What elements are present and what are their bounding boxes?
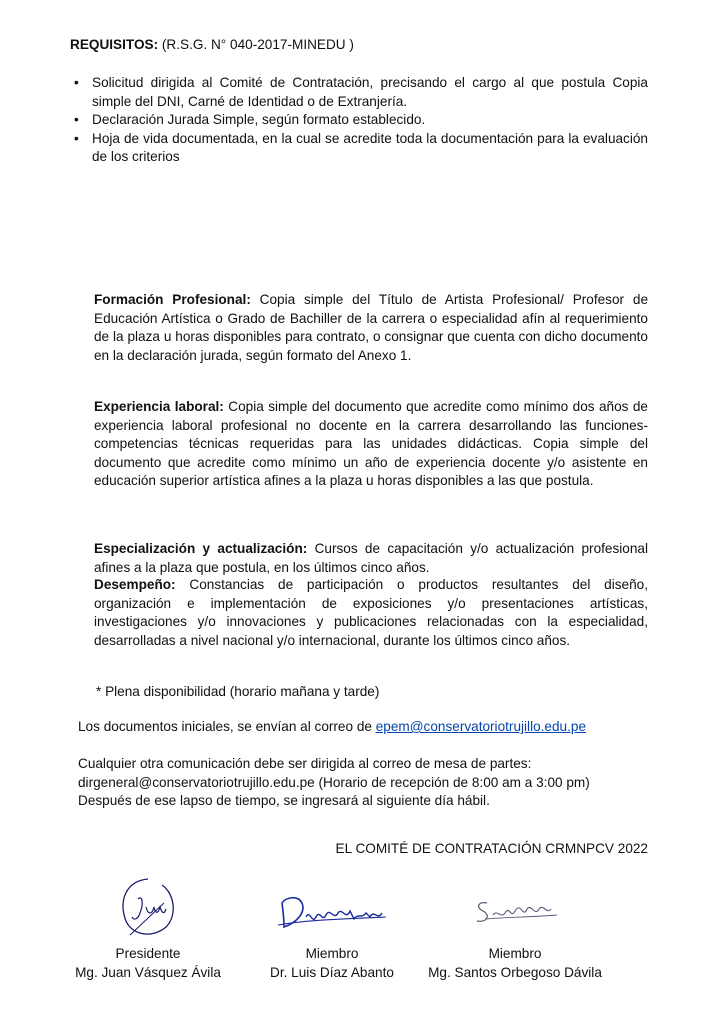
signature-block-member-1: [252, 873, 412, 982]
specialization-text: Cursos de capacitación y/o actualización profesional afines a la plaza que postula, en los últimos cinco años.: [94, 541, 648, 575]
signatory-name: Mg. Juan Vásquez Ávila: [75, 964, 221, 980]
requirement-item: • Hoja de vida documentada, en la cual se acredite toda la documentación para la evaluación de los criterios: [70, 130, 648, 167]
requirements-list: [70, 74, 648, 167]
communication-line: dirgeneral@conservatoriotrujillo.edu.pe (Horario de recepción de 8:00 am a 3:00 pm): [78, 774, 590, 790]
performance-paragraph: [94, 576, 648, 650]
requirement-item: • Declaración Jurada Simple, según formato establecido.: [70, 111, 648, 130]
submission-line: [78, 718, 586, 737]
performance-label: Desempeño:: [94, 577, 176, 592]
submission-email-link[interactable]: epem@conservatoriotrujillo.edu.pe: [375, 719, 586, 734]
formation-paragraph: [94, 291, 648, 365]
formation-label: Formación Profesional:: [94, 292, 251, 307]
signature-block-president: [68, 873, 228, 982]
specialization-paragraph: [94, 540, 648, 577]
performance-text: Constancias de participación o productos resultantes del diseño, organización e implementación de exposiciones y/o presentaciones artísticas, investigaciones y/o innovaciones y publicaciones relacionadas con la especialidad, desarrolladas a nivel nacional y/o internacional, durante los últimos cinco años.: [94, 577, 648, 648]
signatory-role: Miembro: [305, 946, 359, 961]
signatory-name: Dr. Luis Díaz Abanto: [270, 964, 394, 980]
signatory-name: Mg. Santos Orbegoso Dávila: [428, 964, 602, 980]
experience-label: Experiencia laboral:: [94, 399, 224, 414]
requirements-heading: [70, 36, 354, 54]
communication-line: Cualquier otra comunicación debe ser dirigida al correo de mesa de partes:: [78, 756, 532, 771]
signature-mark: [272, 873, 392, 945]
availability-note: * Plena disponibilidad (horario mañana y tarde): [96, 684, 380, 699]
committee-closing: EL COMITÉ DE CONTRATACIÓN CRMNPCV 2022: [335, 841, 648, 856]
requirements-label: REQUISITOS:: [70, 37, 159, 52]
signatory-role: Miembro: [488, 946, 542, 961]
signature-mark: [108, 873, 188, 945]
signatory-role: Presidente: [115, 946, 181, 961]
specialization-label: Especialización y actualización:: [94, 541, 308, 556]
signature-block-member-2: [428, 873, 602, 982]
experience-paragraph: [94, 398, 648, 491]
requirements-reference: (R.S.G. N° 040-2017-MINEDU ): [158, 37, 354, 52]
submission-text: Los documentos iniciales, se envían al correo de: [78, 719, 376, 734]
signature-mark: [465, 873, 565, 945]
formation-text: Copia simple del Título de Artista Profesional/ Profesor de Educación Artística o Grado de Bachiller de la carrera o especialidad afín al requerimiento de la plaza u horas disponibles para contrato, o consignar que cuenta con dicho documento en la declaración jurada, según formato del Anexo 1.: [94, 292, 648, 363]
other-communication: [78, 755, 590, 811]
requirement-item: • Solicitud dirigida al Comité de Contratación, precisando el cargo al que postula Copia simple del DNI, Carné de Identidad o de Extranjería.: [70, 74, 648, 111]
experience-text: Copia simple del documento que acredite como mínimo dos años de experiencia laboral profesional no docente en la carrera desarrollando las funciones- competencias técnicas requeridas para las unidades didácticas. Copia simple del documento que acredite como mínimo un año de experiencia docente y/o asistente en educación superior artística afines a la plaza u horas disponibles a las que postula.: [94, 399, 648, 488]
communication-line: Después de ese lapso de tiempo, se ingresará al siguiente día hábil.: [78, 793, 490, 808]
